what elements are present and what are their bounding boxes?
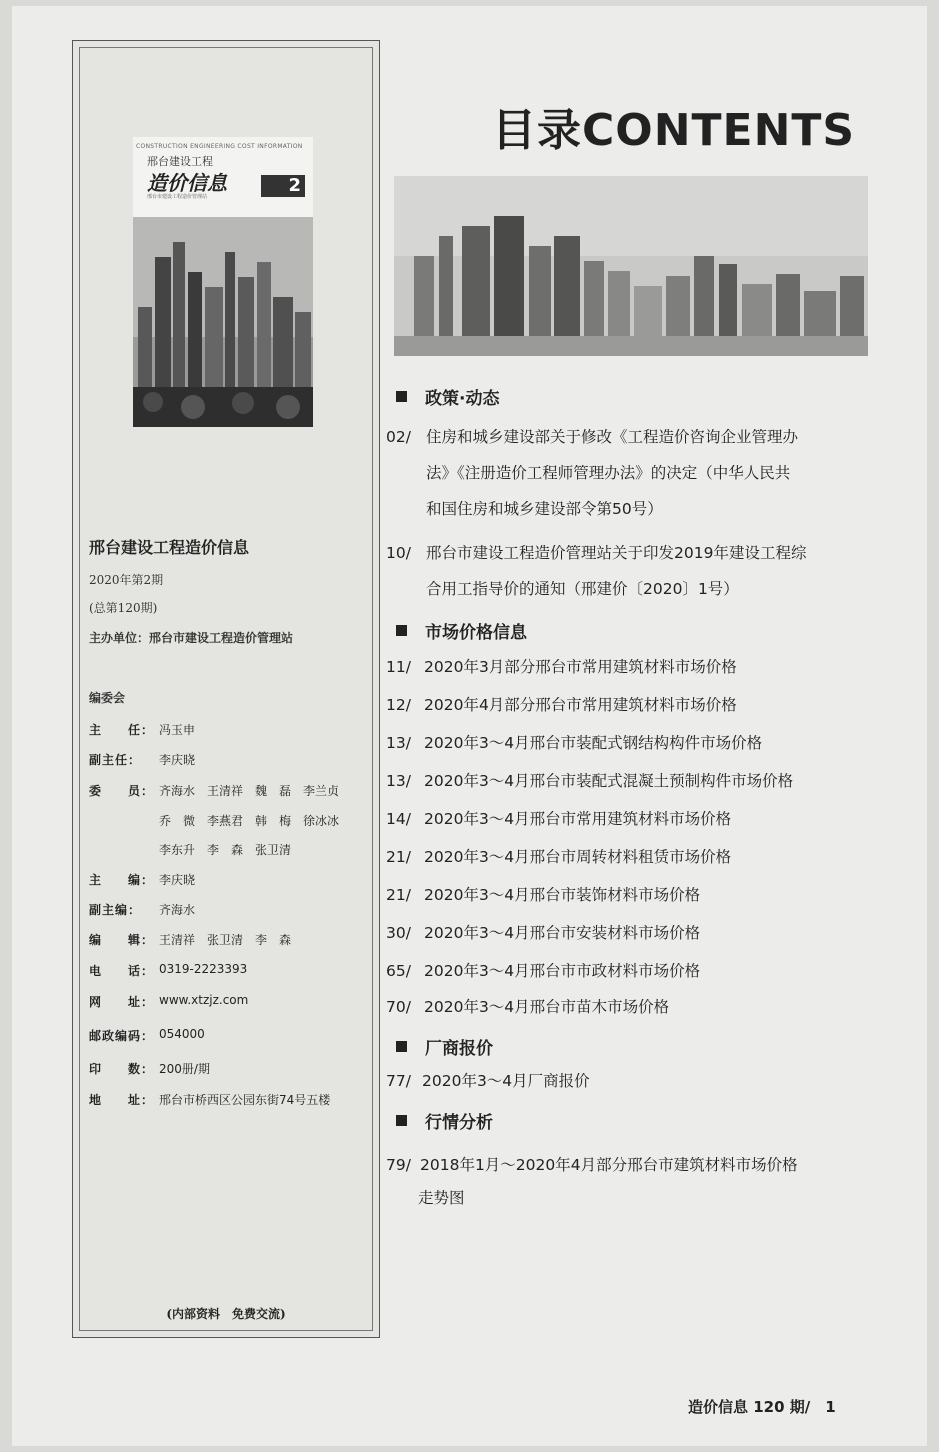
masthead-footer-note: (内部资料 免费交流) <box>166 1307 286 1321</box>
page-title: 目录CONTENTS <box>492 105 856 156</box>
masthead-row-postcode <box>89 1027 205 1044</box>
masthead-row-members <box>89 782 339 799</box>
toc-entry-text: 2020年3～4月邢台市装配式钢结构构件市场价格 <box>424 734 763 752</box>
cover-title: 造价信息 <box>147 171 227 195</box>
section-heading-market <box>396 618 527 643</box>
row-label: 地 址： <box>89 1093 155 1107</box>
row-label: 主 任： <box>89 723 155 737</box>
toc-entry <box>386 924 846 943</box>
masthead-row-director <box>89 721 195 738</box>
row-value: 0319-2223393 <box>159 962 248 976</box>
toc-entry <box>386 734 846 753</box>
square-bullet-icon <box>396 391 407 402</box>
toc-entry-text: 2020年3～4月邢台市市政材料市场价格 <box>424 962 701 980</box>
toc-page-number: 21/ <box>386 886 411 904</box>
square-bullet-icon <box>396 625 407 636</box>
toc-entry-text: 2020年3～4月邢台市装饰材料市场价格 <box>424 886 701 904</box>
cover-header <box>133 137 313 217</box>
cover-en-header: CONSTRUCTION ENGINEERING COST INFORMATION <box>136 143 303 150</box>
cover-issue-badge: 2 <box>261 175 305 197</box>
toc-page-number: 21/ <box>386 848 411 866</box>
skyline-banner <box>394 176 868 356</box>
row-value: 邢台市桥西区公园东街74号五楼 <box>159 1093 331 1107</box>
toc-entry <box>386 1156 846 1208</box>
toc-page-number: 13/ <box>386 772 411 790</box>
toc-entry-continuation: 和国住房和城乡建设部令第50号） <box>426 500 663 518</box>
toc-entry-text: 邢台市建设工程造价管理站关于印发2019年建设工程综 <box>426 544 807 562</box>
masthead-row-address <box>89 1091 330 1108</box>
toc-entry-continuation: 走势图 <box>418 1189 465 1207</box>
row-value: 李庆晓 <box>159 753 196 767</box>
masthead-row-editor-in-chief <box>89 871 195 888</box>
section-heading-analysis <box>396 1108 493 1133</box>
toc-entry <box>386 696 846 715</box>
toc-entry-text: 2020年3～4月邢台市常用建筑材料市场价格 <box>424 810 732 828</box>
row-value: 200册/期 <box>159 1062 210 1076</box>
toc-entry <box>386 658 846 677</box>
row-label: 副主任： <box>89 753 142 767</box>
toc-page-number: 79/ <box>386 1156 411 1174</box>
toc-page-number: 65/ <box>386 962 411 980</box>
toc-page-number: 10/ <box>386 544 411 562</box>
toc-entry-text: 2020年4月部分邢台市常用建筑材料市场价格 <box>424 696 737 714</box>
toc-entry <box>386 772 846 791</box>
square-bullet-icon <box>396 1041 407 1052</box>
row-label: 网 址： <box>89 995 155 1009</box>
toc-page-number: 70/ <box>386 998 411 1016</box>
cover-skyline-image <box>133 217 313 427</box>
cover-thumbnail <box>133 137 313 427</box>
masthead-row-print-run <box>89 1060 210 1077</box>
toc-entry <box>386 544 846 599</box>
publication-name: 邢台建设工程造价信息 <box>89 538 250 557</box>
masthead-row-deputy-director <box>89 751 195 768</box>
total-issue: (总第120期) <box>89 601 158 615</box>
toc-page-number: 14/ <box>386 810 411 828</box>
members-line-3: 李东升 李 森 张卫清 <box>159 843 292 857</box>
toc-page-number: 12/ <box>386 696 411 714</box>
toc-entry-continuation: 法》《注册造价工程师管理办法》的决定（中华人民共 <box>426 464 791 482</box>
toc-page-number: 13/ <box>386 734 411 752</box>
toc-entry-text: 2020年3～4月邢台市安装材料市场价格 <box>424 924 701 942</box>
cover-subtitle: 邢台建设工程 <box>147 155 213 168</box>
toc-entry-text: 2020年3～4月邢台市装配式混凝土预制构件市场价格 <box>424 772 794 790</box>
masthead-box <box>72 40 380 1338</box>
cover-tagline: 邢台市建设工程造价管理站 <box>147 194 208 200</box>
row-value: 齐海水 <box>159 903 196 917</box>
section-heading-text: 行情分析 <box>425 1113 493 1133</box>
row-value: 李庆晓 <box>159 873 196 887</box>
masthead-row-phone <box>89 962 247 979</box>
row-label: 委 员： <box>89 784 155 798</box>
toc-entry-text: 2020年3月部分邢台市常用建筑材料市场价格 <box>424 658 737 676</box>
section-heading-policy <box>396 384 499 409</box>
toc-entry <box>386 998 846 1017</box>
row-label: 印 数： <box>89 1062 155 1076</box>
sponsor-line: 主办单位：邢台市建设工程造价管理站 <box>89 631 294 645</box>
toc-page-number: 30/ <box>386 924 411 942</box>
row-value: 冯玉申 <box>159 723 196 737</box>
row-label: 邮政编码： <box>89 1029 155 1043</box>
masthead-row-website <box>89 993 248 1010</box>
toc-entry-text: 2018年1月～2020年4月部分邢台市建筑材料市场价格 <box>420 1156 798 1174</box>
row-value: 054000 <box>159 1027 205 1041</box>
row-value: www.xtzjz.com <box>159 993 249 1007</box>
row-value: 王清祥 张卫清 李 森 <box>159 933 292 947</box>
row-label: 副主编： <box>89 903 142 917</box>
issue-number: 2020年第2期 <box>89 573 164 587</box>
toc-entry <box>386 962 846 981</box>
row-value: 齐海水 王清祥 魏 磊 李兰贞 <box>159 784 340 798</box>
toc-entry <box>386 810 846 829</box>
section-heading-vendor <box>396 1034 493 1059</box>
toc-page-number: 77/ <box>386 1072 411 1090</box>
section-heading-text: 厂商报价 <box>425 1039 493 1059</box>
toc-entry-text: 2020年3～4月邢台市周转材料租赁市场价格 <box>424 848 732 866</box>
row-label: 编 辑： <box>89 933 155 947</box>
toc-entry <box>386 428 846 519</box>
toc-page-number: 11/ <box>386 658 411 676</box>
committee-heading: 编委会 <box>89 691 126 705</box>
toc-entry-text: 住房和城乡建设部关于修改《工程造价咨询企业管理办 <box>426 428 799 446</box>
members-line-2: 乔 微 李燕君 韩 梅 徐冰冰 <box>159 814 340 828</box>
masthead-row-editors <box>89 931 291 948</box>
toc-entry-continuation: 合用工指导价的通知（邢建价〔2020〕1号） <box>426 580 739 598</box>
masthead-row-deputy-editor <box>89 901 195 918</box>
page-footer: 造价信息 120 期/ 1 <box>688 1398 836 1416</box>
section-heading-text: 市场价格信息 <box>425 623 527 643</box>
toc-entry-text: 2020年3～4月邢台市苗木市场价格 <box>424 998 670 1016</box>
square-bullet-icon <box>396 1115 407 1126</box>
toc-entry <box>386 1072 846 1091</box>
toc-page-number: 02/ <box>386 428 411 446</box>
section-heading-text: 政策·动态 <box>425 389 500 409</box>
toc-entry <box>386 848 846 867</box>
toc-entry <box>386 886 846 905</box>
toc-entry-text: 2020年3～4月厂商报价 <box>422 1072 590 1090</box>
row-label: 电 话： <box>89 964 155 978</box>
row-label: 主 编： <box>89 873 155 887</box>
